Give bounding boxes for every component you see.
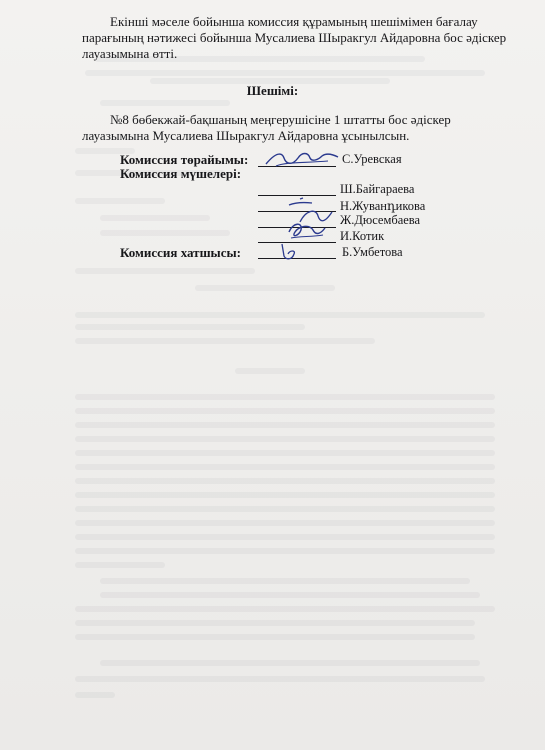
member-1-name: Ш.Байгараева (340, 182, 415, 196)
member-3-name: Ж.Дюсембаева (340, 213, 421, 227)
secretary-name: Б.Умбетова (342, 245, 403, 259)
secretary-label: Комиссия хатшысы: (120, 245, 241, 260)
member-4-name: И.Котик (340, 229, 385, 243)
chair-signature (262, 146, 342, 172)
intro-paragraph: Екінші мәселе бойынша комиссия құрамының шешімімен бағалау парағының нәтижесі бойынша Мусалиева Шыракгул Айдаровна бос әдіскер лауазымына өтті. (82, 14, 507, 61)
chair-name: С.Уревская (342, 152, 402, 166)
member-2-name: Н.Жуванդикова (340, 199, 426, 213)
decision-text: №8 бөбекжай-бақшаның меңгерушісіне 1 штатты бос әдіскер лауазымына Мусалиева Шыракгул Айдаровна ұсынылсын. (82, 112, 451, 143)
chair-label: Комиссия төрайымы: (120, 152, 249, 167)
secretary-signature (276, 240, 306, 262)
members-label: Комиссия мүшелері: (120, 166, 242, 181)
decision-title: Шешімі: (246, 83, 299, 98)
